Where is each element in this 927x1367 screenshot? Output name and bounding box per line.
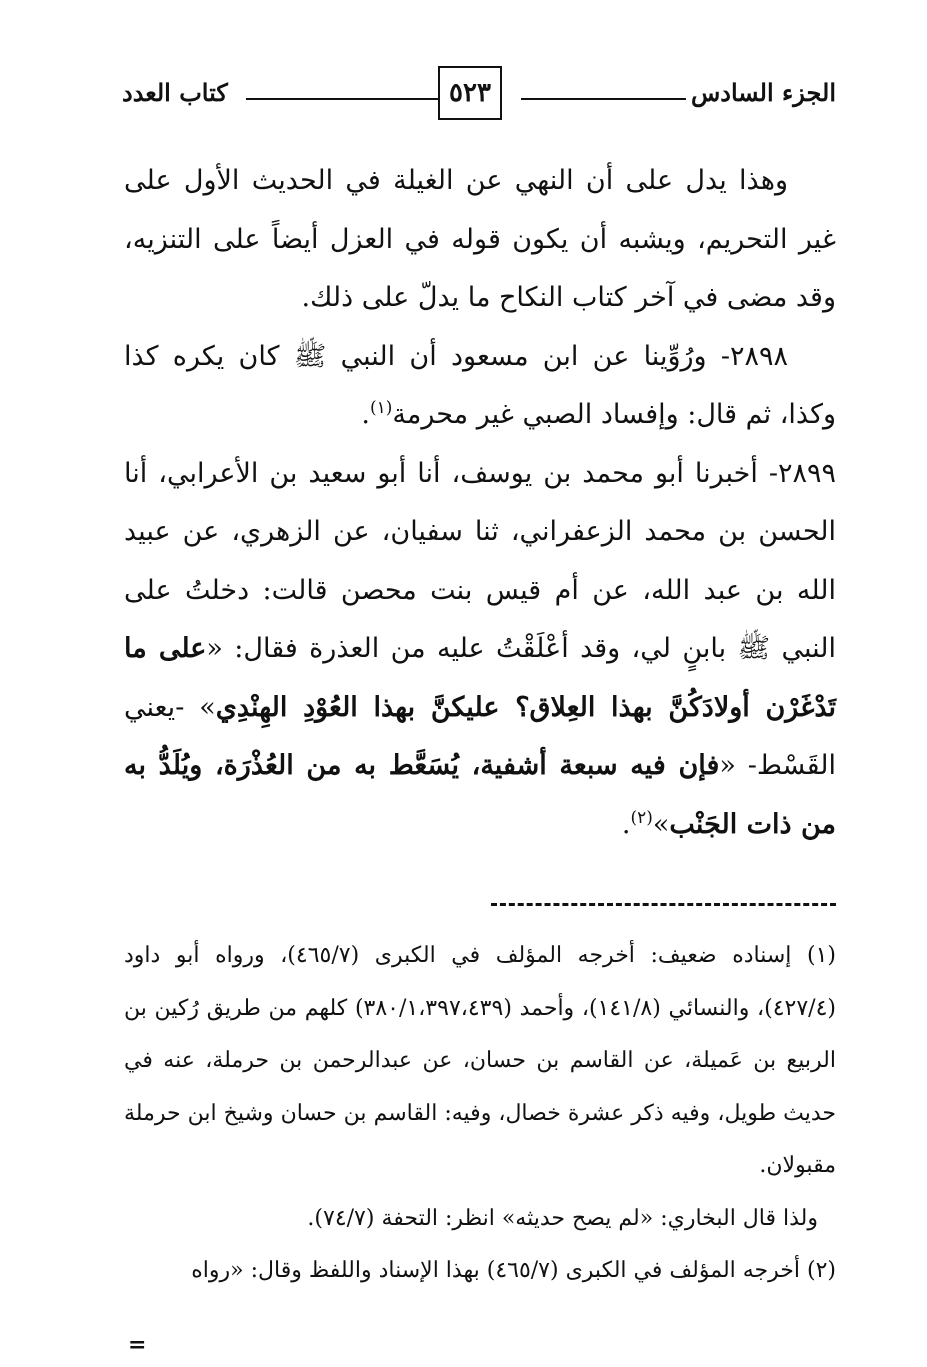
hadith-2899-gloss: » -يعني القَسْط- « bbox=[124, 691, 836, 781]
page-number: ٥٢٣ bbox=[438, 66, 502, 120]
chapter-title: كتاب العدد bbox=[122, 78, 228, 107]
hadith-2899-isnad: ٢٨٩٩- أخبرنا أبو محمد بن يوسف، أنا أبو سعيد بن الأعرابي، أنا الحسن بن محمد الزعفراني، ثنا سفيان، عن الزهري، عن عبيد الله بن عبد الله، عن أم قيس بنت محصن قالت: دخلتُ على النبي ﷺ بابنٍ لي، وقد أعْلَقْتُ عليه من العذرة فقال: « bbox=[124, 457, 836, 664]
header-rule-left bbox=[246, 98, 439, 100]
footnotes bbox=[124, 930, 836, 1298]
hadith-2899-quote-1: على ما تَدْغَرْن أولادَكُنَّ بهذا العِلاق؟ عليكنَّ بهذا العُوْدِ الهِنْدِي bbox=[124, 633, 837, 723]
header-rule-right bbox=[521, 98, 686, 100]
footnote-2: (٢) أخرجه المؤلف في الكبرى (٤٦٥/٧) بهذا الإسناد واللفظ وقال: «رواه bbox=[191, 1258, 836, 1283]
footnote-ref-1: (١) bbox=[370, 398, 393, 418]
hadith-2899-quote-2: فإن فيه سبعة أشفية، يُسَعَّط به من العُذْرَة، ويُلَدُّ به من ذات الجَنْب bbox=[124, 750, 836, 840]
running-header bbox=[122, 66, 836, 122]
hadith-2898 bbox=[124, 328, 836, 445]
footnote-divider bbox=[491, 903, 836, 906]
main-text bbox=[124, 152, 836, 854]
footnote-1-note: ولذا قال البخاري: «لم يصح حديثه» انظر: التحفة (٧٤/٧). bbox=[307, 1205, 818, 1231]
hadith-2899 bbox=[124, 445, 836, 855]
footnote-1: (١) إسناده ضعيف: أخرجه المؤلف في الكبرى (٤٦٥/٧)، ورواه أبو داود (٤٢٧/٤)، والنسائي (١٤١/٨)، وأحمد (٣٨٠/١،٣٩٧،٤٣٩) كلهم من طريق رُكين بن الربيع بن عَميلة، عن القاسم بن حسان، عن عبدالرحمن بن حرملة، عنه في حديث طويل، وفيه ذكر عشرة خصال، وفيه: القاسم بن حسان وشيخ ابن حرملة مقبولان. bbox=[124, 943, 837, 1178]
hadith-2899-close: » bbox=[652, 808, 670, 840]
paragraph-commentary: وهذا يدل على أن النهي عن الغيلة في الحديث الأول على غير التحريم، ويشبه أن يكون قوله في العزل أيضاً على التنزيه، وقد مضى في آخر كتاب النكاح ما يدلّ على ذلك. bbox=[124, 165, 836, 313]
continuation-mark: = bbox=[128, 1332, 147, 1358]
hadith-2898-text: ٢٨٩٨- ورُوِّينا عن ابن مسعود أن النبي ﷺ كان يكره كذا وكذا، ثم قال: وإفساد الصبي غير محرمة bbox=[124, 340, 836, 430]
hadith-2898-end: . bbox=[361, 399, 370, 430]
hadith-2899-end: . bbox=[621, 808, 631, 840]
footnote-ref-2: (٢) bbox=[630, 807, 653, 828]
volume-title: الجزء السادس bbox=[690, 78, 836, 107]
